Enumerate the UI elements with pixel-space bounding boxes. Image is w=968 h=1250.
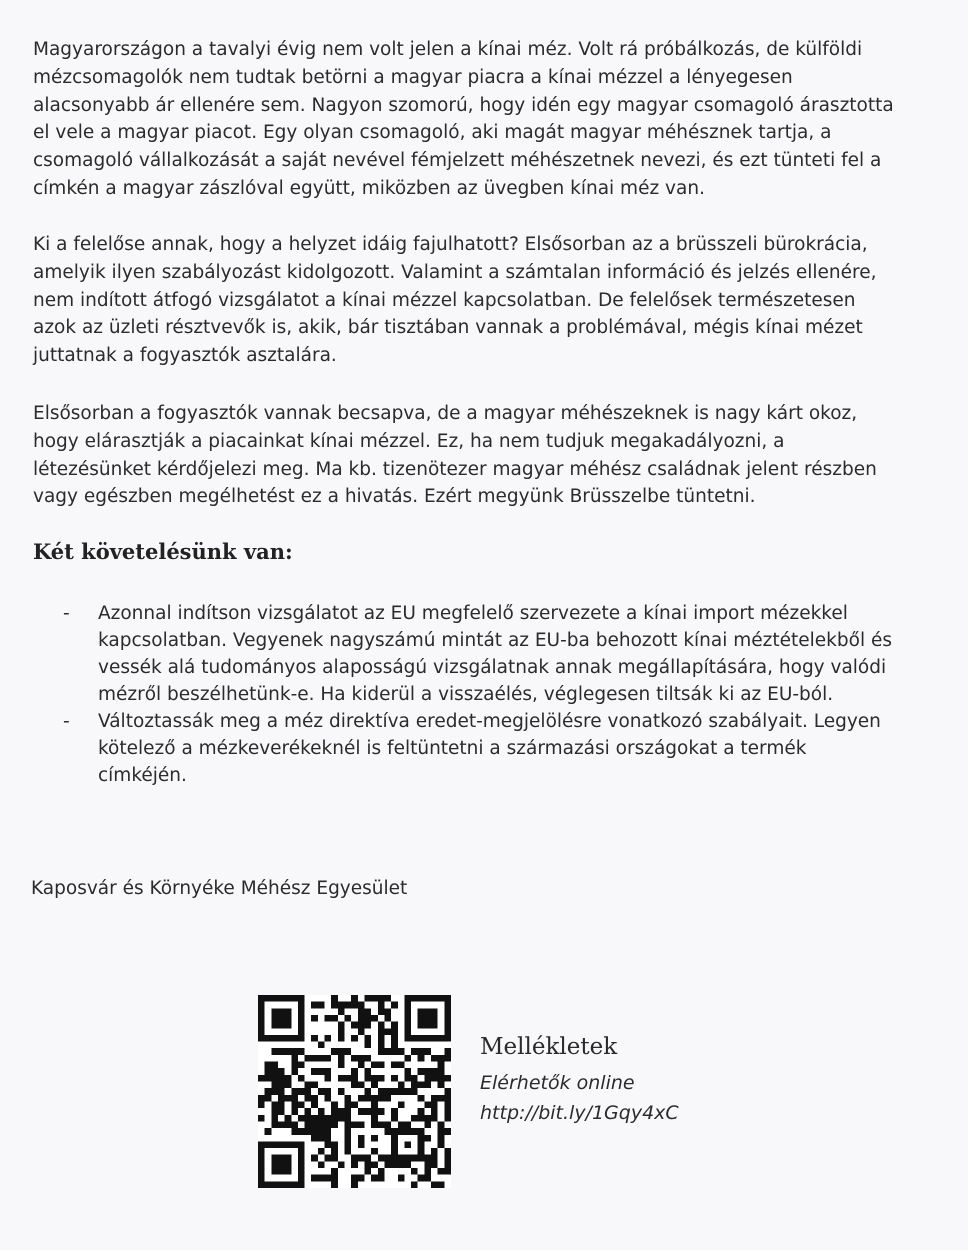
paragraph-3: [33, 400, 933, 511]
demand-line: kötelező a mézkeverékeknél is feltüntetni a származási országokat a termék: [98, 738, 807, 759]
paragraph-line: címkén a magyar zászlóval együtt, miközben az üvegben kínai méz van.: [33, 177, 705, 199]
attachments-link[interactable]: http://bit.ly/1Gqy4xC: [480, 1102, 679, 1124]
signature: Kaposvár és Környéke Méhész Egyesület: [31, 878, 408, 899]
paragraph-line: nem indított átfogó vizsgálatot a kínai mézzel kapcsolatban. De felelősek természetesen: [33, 289, 856, 311]
paragraph-2: [33, 231, 933, 370]
bullet-dash: -: [63, 711, 70, 732]
paragraph-line: mézcsomagolók nem tudtak betörni a magyar piacra a kínai mézzel a lényegesen: [33, 66, 793, 88]
attachments-title: Mellékletek: [480, 1034, 618, 1060]
paragraph-line: juttatnak a fogyasztók asztalára.: [33, 345, 337, 367]
attachments-subtitle: Elérhetők online: [480, 1072, 635, 1094]
paragraph-line: alacsonyabb ár ellenére sem. Nagyon szomorú, hogy idén egy magyar csomagoló árasztotta: [33, 94, 894, 116]
demands-list: [63, 600, 943, 789]
demand-item: [63, 708, 943, 789]
demand-line: Változtassák meg a méz direktíva eredet-megjelölésre vonatkozó szabályait. Legyen: [98, 711, 881, 732]
paragraph-line: Ki a felelőse annak, hogy a helyzet idáig fajulhatott? Elsősorban az a brüsszeli bürokrácia,: [33, 234, 868, 255]
qr-code-icon[interactable]: [258, 995, 451, 1188]
demands-heading: Két követelésünk van:: [33, 539, 293, 564]
demand-line: Azonnal indítson vizsgálatot az EU megfelelő szervezete a kínai import mézekkel: [98, 603, 848, 624]
paragraph-line: Magyarországon a tavalyi évig nem volt jelen a kínai méz. Volt rá próbálkozás, de külföldi: [33, 39, 863, 60]
paragraph-line: hogy elárasztják a piacainkat kínai mézzel. Ez, ha nem tudjuk megakadályozni, a: [33, 430, 785, 452]
paragraph-1: [33, 36, 933, 203]
attachments-block: [480, 1034, 679, 1128]
paragraph-line: vagy egészben megélhetést ez a hivatás. Ezért megyünk Brüsszelbe tüntetni.: [33, 486, 756, 508]
paragraph-line: azok az üzleti résztvevők is, akik, bár tisztában vannak a problémával, mégis kínai mézet: [33, 317, 863, 339]
demand-line: kapcsolatban. Vegyenek nagyszámú mintát az EU-ba behozott kínai méztételekből és: [98, 630, 892, 651]
paragraph-line: létezésünket kérdőjelezi meg. Ma kb. tizenötezer magyar méhész családnak jelent részben: [33, 458, 877, 480]
paragraph-line: el vele a magyar piacot. Egy olyan csomagoló, aki magát magyar méhésznek tartja, a: [33, 122, 832, 144]
paragraph-line: amelyik ilyen szabályozást kidolgozott. Valamint a számtalan információ és jelzés ellenére,: [33, 261, 877, 283]
demand-line: címkéjén.: [98, 765, 187, 786]
demand-line: vessék alá tudományos alaposságú vizsgálatnak annak megállapítására, hogy valódi: [98, 657, 887, 678]
demand-line: mézről beszélhetünk-e. Ha kiderül a visszaélés, véglegesen tiltsák ki az EU-ból.: [98, 684, 834, 705]
paragraph-line: csomagoló vállalkozását a saját nevével fémjelzett méhészetnek nevezi, és ezt tünteti fel a: [33, 150, 882, 172]
demand-item: [63, 600, 943, 708]
bullet-dash: -: [63, 603, 70, 624]
paragraph-line: Elsősorban a fogyasztók vannak becsapva, de a magyar méhészeknek is nagy kárt okoz,: [33, 403, 858, 424]
